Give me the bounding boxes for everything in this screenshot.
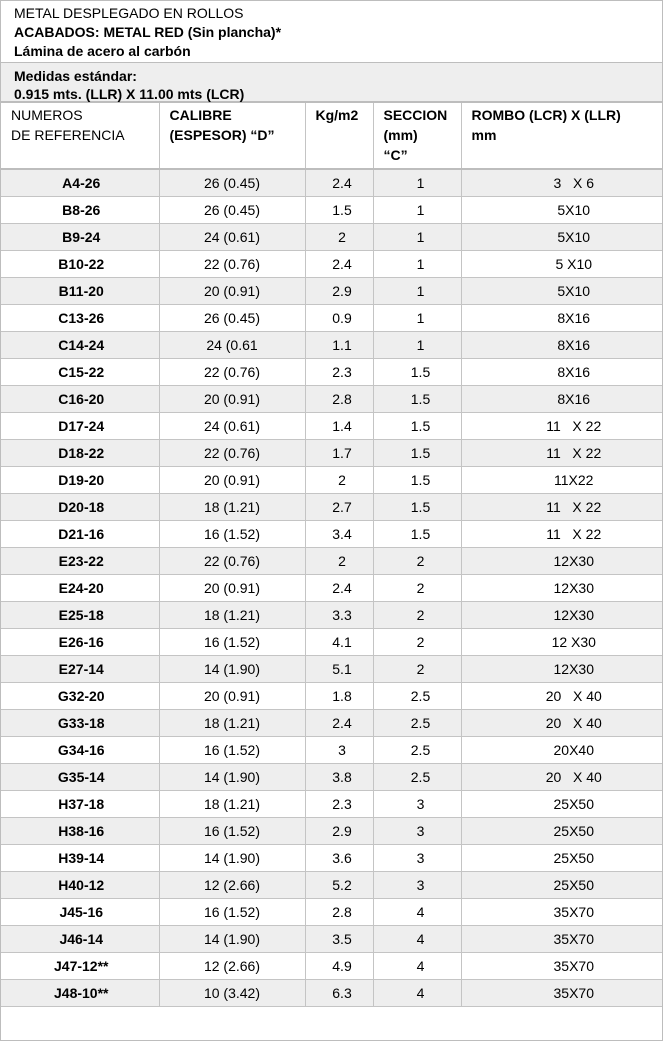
caliber-cell: 26 (0.45) bbox=[159, 305, 305, 332]
weight-cell: 2.4 bbox=[305, 710, 373, 737]
section-cell: 1 bbox=[373, 169, 461, 197]
header-rhombus-line1: ROMBO (LCR) X (LLR) bbox=[471, 107, 621, 123]
reference-cell: D17-24 bbox=[1, 413, 159, 440]
rhombus-cell: 8X16 bbox=[461, 305, 662, 332]
weight-cell: 3 bbox=[305, 737, 373, 764]
rhombus-cell: 25X50 bbox=[461, 791, 662, 818]
caliber-cell: 26 (0.45) bbox=[159, 197, 305, 224]
rhombus-cell: 12 X30 bbox=[461, 629, 662, 656]
rhombus-cell: 12X30 bbox=[461, 656, 662, 683]
section-cell: 4 bbox=[373, 953, 461, 980]
caliber-cell: 24 (0.61) bbox=[159, 224, 305, 251]
weight-cell: 1.4 bbox=[305, 413, 373, 440]
reference-cell: D21-16 bbox=[1, 521, 159, 548]
caliber-cell: 16 (1.52) bbox=[159, 899, 305, 926]
reference-cell: D19-20 bbox=[1, 467, 159, 494]
table-row bbox=[1, 386, 662, 413]
caliber-cell: 20 (0.91) bbox=[159, 575, 305, 602]
title-line: METAL DESPLEGADO EN ROLLOS bbox=[14, 5, 244, 21]
caliber-cell: 16 (1.52) bbox=[159, 737, 305, 764]
table-row bbox=[1, 494, 662, 521]
caliber-cell: 16 (1.52) bbox=[159, 629, 305, 656]
table-row bbox=[1, 683, 662, 710]
reference-cell: H40-12 bbox=[1, 872, 159, 899]
weight-cell: 2 bbox=[305, 548, 373, 575]
rhombus-cell: 11 X 22 bbox=[461, 440, 662, 467]
header-reference-line2: DE REFERENCIA bbox=[11, 127, 125, 143]
section-cell: 3 bbox=[373, 872, 461, 899]
rhombus-cell: 11 X 22 bbox=[461, 521, 662, 548]
reference-cell: E26-16 bbox=[1, 629, 159, 656]
header-rhombus-line2: mm bbox=[471, 127, 497, 143]
table-row bbox=[1, 980, 662, 1007]
header-reference-line1: NUMEROS bbox=[11, 107, 83, 123]
weight-cell: 2.4 bbox=[305, 575, 373, 602]
header-section bbox=[373, 103, 461, 169]
section-cell: 2.5 bbox=[373, 710, 461, 737]
caliber-cell: 20 (0.91) bbox=[159, 467, 305, 494]
rhombus-cell: 20 X 40 bbox=[461, 710, 662, 737]
rhombus-cell: 20 X 40 bbox=[461, 764, 662, 791]
caliber-cell: 22 (0.76) bbox=[159, 548, 305, 575]
section-cell: 1 bbox=[373, 332, 461, 359]
reference-cell: C13-26 bbox=[1, 305, 159, 332]
header-weight bbox=[305, 103, 373, 169]
section-cell: 1 bbox=[373, 251, 461, 278]
rhombus-cell: 35X70 bbox=[461, 926, 662, 953]
reference-cell: H37-18 bbox=[1, 791, 159, 818]
section-cell: 2 bbox=[373, 575, 461, 602]
reference-cell: A4-26 bbox=[1, 169, 159, 197]
section-cell: 3 bbox=[373, 845, 461, 872]
table-row bbox=[1, 521, 662, 548]
section-cell: 1.5 bbox=[373, 467, 461, 494]
section-cell: 4 bbox=[373, 926, 461, 953]
section-cell: 2 bbox=[373, 548, 461, 575]
table-row bbox=[1, 548, 662, 575]
reference-cell: B11-20 bbox=[1, 278, 159, 305]
header-weight-line1: Kg/m2 bbox=[315, 107, 359, 123]
rhombus-cell: 8X16 bbox=[461, 386, 662, 413]
title-block bbox=[1, 1, 662, 63]
weight-cell: 2.4 bbox=[305, 251, 373, 278]
header-rhombus bbox=[461, 103, 662, 169]
rhombus-cell: 8X16 bbox=[461, 332, 662, 359]
table-row bbox=[1, 629, 662, 656]
rhombus-cell: 5X10 bbox=[461, 224, 662, 251]
rhombus-cell: 20 X 40 bbox=[461, 683, 662, 710]
reference-cell: C15-22 bbox=[1, 359, 159, 386]
caliber-cell: 10 (3.42) bbox=[159, 980, 305, 1007]
weight-cell: 1.5 bbox=[305, 197, 373, 224]
caliber-cell: 14 (1.90) bbox=[159, 845, 305, 872]
section-cell: 1.5 bbox=[373, 494, 461, 521]
weight-cell: 4.9 bbox=[305, 953, 373, 980]
weight-cell: 2.9 bbox=[305, 818, 373, 845]
reference-cell: H38-16 bbox=[1, 818, 159, 845]
rhombus-cell: 11X22 bbox=[461, 467, 662, 494]
rhombus-cell: 20X40 bbox=[461, 737, 662, 764]
table-row bbox=[1, 251, 662, 278]
weight-cell: 0.9 bbox=[305, 305, 373, 332]
reference-cell: H39-14 bbox=[1, 845, 159, 872]
rhombus-cell: 5X10 bbox=[461, 197, 662, 224]
caliber-cell: 12 (2.66) bbox=[159, 953, 305, 980]
table-row bbox=[1, 359, 662, 386]
section-cell: 2.5 bbox=[373, 683, 461, 710]
reference-cell: E27-14 bbox=[1, 656, 159, 683]
caliber-cell: 18 (1.21) bbox=[159, 791, 305, 818]
header-section-line1: SECCION bbox=[383, 107, 448, 123]
rhombus-cell: 3 X 6 bbox=[461, 169, 662, 197]
caliber-cell: 22 (0.76) bbox=[159, 359, 305, 386]
weight-cell: 2.8 bbox=[305, 386, 373, 413]
section-cell: 1 bbox=[373, 278, 461, 305]
reference-cell: C16-20 bbox=[1, 386, 159, 413]
finish-line: ACABADOS: METAL RED (Sin plancha)* bbox=[14, 24, 282, 40]
caliber-cell: 18 (1.21) bbox=[159, 602, 305, 629]
weight-cell: 2 bbox=[305, 224, 373, 251]
section-cell: 1 bbox=[373, 305, 461, 332]
table-row bbox=[1, 737, 662, 764]
section-cell: 4 bbox=[373, 980, 461, 1007]
caliber-cell: 22 (0.76) bbox=[159, 440, 305, 467]
reference-cell: B8-26 bbox=[1, 197, 159, 224]
rhombus-cell: 11 X 22 bbox=[461, 413, 662, 440]
table-row bbox=[1, 845, 662, 872]
table-row bbox=[1, 953, 662, 980]
table-row bbox=[1, 169, 662, 197]
header-reference bbox=[1, 103, 159, 169]
section-cell: 2 bbox=[373, 602, 461, 629]
reference-cell: E25-18 bbox=[1, 602, 159, 629]
section-cell: 1.5 bbox=[373, 440, 461, 467]
section-cell: 2.5 bbox=[373, 737, 461, 764]
table-row bbox=[1, 440, 662, 467]
header-section-line2: (mm) bbox=[383, 127, 418, 143]
reference-cell: E23-22 bbox=[1, 548, 159, 575]
reference-cell: D20-18 bbox=[1, 494, 159, 521]
rhombus-cell: 12X30 bbox=[461, 602, 662, 629]
caliber-cell: 24 (0.61) bbox=[159, 413, 305, 440]
table-row bbox=[1, 413, 662, 440]
table-row bbox=[1, 278, 662, 305]
caliber-cell: 22 (0.76) bbox=[159, 251, 305, 278]
rhombus-cell: 12X30 bbox=[461, 548, 662, 575]
weight-cell: 2.3 bbox=[305, 791, 373, 818]
reference-cell: G32-20 bbox=[1, 683, 159, 710]
reference-cell: E24-20 bbox=[1, 575, 159, 602]
caliber-cell: 14 (1.90) bbox=[159, 764, 305, 791]
table-row bbox=[1, 224, 662, 251]
caliber-cell: 20 (0.91) bbox=[159, 386, 305, 413]
reference-cell: C14-24 bbox=[1, 332, 159, 359]
reference-cell: J46-14 bbox=[1, 926, 159, 953]
weight-cell: 1.1 bbox=[305, 332, 373, 359]
section-cell: 2.5 bbox=[373, 764, 461, 791]
section-cell: 1.5 bbox=[373, 359, 461, 386]
caliber-cell: 14 (1.90) bbox=[159, 656, 305, 683]
table-row bbox=[1, 899, 662, 926]
table-row bbox=[1, 764, 662, 791]
weight-cell: 4.1 bbox=[305, 629, 373, 656]
weight-cell: 3.4 bbox=[305, 521, 373, 548]
table-row bbox=[1, 467, 662, 494]
weight-cell: 1.7 bbox=[305, 440, 373, 467]
material-line: Lámina de acero al carbón bbox=[14, 43, 191, 59]
rhombus-cell: 35X70 bbox=[461, 953, 662, 980]
rhombus-cell: 8X16 bbox=[461, 359, 662, 386]
rhombus-cell: 35X70 bbox=[461, 980, 662, 1007]
weight-cell: 3.3 bbox=[305, 602, 373, 629]
weight-cell: 3.5 bbox=[305, 926, 373, 953]
weight-cell: 2.3 bbox=[305, 359, 373, 386]
section-cell: 3 bbox=[373, 818, 461, 845]
caliber-cell: 18 (1.21) bbox=[159, 710, 305, 737]
header-caliber-line2: (ESPESOR) “D” bbox=[169, 127, 275, 143]
table-row bbox=[1, 818, 662, 845]
table-row bbox=[1, 926, 662, 953]
section-cell: 3 bbox=[373, 791, 461, 818]
caliber-cell: 12 (2.66) bbox=[159, 872, 305, 899]
table-row bbox=[1, 656, 662, 683]
caliber-cell: 24 (0.61 bbox=[159, 332, 305, 359]
weight-cell: 3.6 bbox=[305, 845, 373, 872]
rhombus-cell: 25X50 bbox=[461, 845, 662, 872]
table-row bbox=[1, 602, 662, 629]
reference-cell: G35-14 bbox=[1, 764, 159, 791]
section-cell: 2 bbox=[373, 656, 461, 683]
table-row bbox=[1, 791, 662, 818]
rhombus-cell: 12X30 bbox=[461, 575, 662, 602]
rhombus-cell: 25X50 bbox=[461, 818, 662, 845]
reference-cell: B9-24 bbox=[1, 224, 159, 251]
caliber-cell: 14 (1.90) bbox=[159, 926, 305, 953]
reference-cell: J47-12** bbox=[1, 953, 159, 980]
table-row bbox=[1, 710, 662, 737]
section-cell: 1 bbox=[373, 224, 461, 251]
caliber-cell: 16 (1.52) bbox=[159, 521, 305, 548]
table-header-row bbox=[1, 103, 662, 169]
standard-size-block bbox=[1, 63, 662, 103]
weight-cell: 5.1 bbox=[305, 656, 373, 683]
reference-cell: G33-18 bbox=[1, 710, 159, 737]
header-caliber bbox=[159, 103, 305, 169]
standard-size-label: Medidas estándar: bbox=[14, 68, 137, 84]
rhombus-cell: 11 X 22 bbox=[461, 494, 662, 521]
reference-cell: B10-22 bbox=[1, 251, 159, 278]
rhombus-cell: 5 X10 bbox=[461, 251, 662, 278]
section-cell: 1.5 bbox=[373, 386, 461, 413]
rhombus-cell: 25X50 bbox=[461, 872, 662, 899]
weight-cell: 6.3 bbox=[305, 980, 373, 1007]
weight-cell: 2.9 bbox=[305, 278, 373, 305]
weight-cell: 5.2 bbox=[305, 872, 373, 899]
weight-cell: 2.4 bbox=[305, 169, 373, 197]
section-cell: 1.5 bbox=[373, 521, 461, 548]
weight-cell: 1.8 bbox=[305, 683, 373, 710]
rhombus-cell: 35X70 bbox=[461, 899, 662, 926]
weight-cell: 2.7 bbox=[305, 494, 373, 521]
section-cell: 1.5 bbox=[373, 413, 461, 440]
caliber-cell: 18 (1.21) bbox=[159, 494, 305, 521]
weight-cell: 2.8 bbox=[305, 899, 373, 926]
table-row bbox=[1, 872, 662, 899]
caliber-cell: 16 (1.52) bbox=[159, 818, 305, 845]
table-row bbox=[1, 197, 662, 224]
table-row bbox=[1, 575, 662, 602]
standard-size-value: 0.915 mts. (LLR) X 11.00 mts (LCR) bbox=[14, 86, 245, 102]
table-row bbox=[1, 305, 662, 332]
header-caliber-line1: CALIBRE bbox=[169, 107, 232, 123]
weight-cell: 3.8 bbox=[305, 764, 373, 791]
reference-cell: J45-16 bbox=[1, 899, 159, 926]
table-row bbox=[1, 332, 662, 359]
rhombus-cell: 5X10 bbox=[461, 278, 662, 305]
section-cell: 1 bbox=[373, 197, 461, 224]
section-cell: 4 bbox=[373, 899, 461, 926]
header-section-line3: “C” bbox=[383, 147, 408, 163]
caliber-cell: 20 (0.91) bbox=[159, 683, 305, 710]
reference-cell: J48-10** bbox=[1, 980, 159, 1007]
reference-cell: D18-22 bbox=[1, 440, 159, 467]
caliber-cell: 20 (0.91) bbox=[159, 278, 305, 305]
weight-cell: 2 bbox=[305, 467, 373, 494]
reference-cell: G34-16 bbox=[1, 737, 159, 764]
caliber-cell: 26 (0.45) bbox=[159, 169, 305, 197]
section-cell: 2 bbox=[373, 629, 461, 656]
spec-table bbox=[1, 103, 662, 1007]
